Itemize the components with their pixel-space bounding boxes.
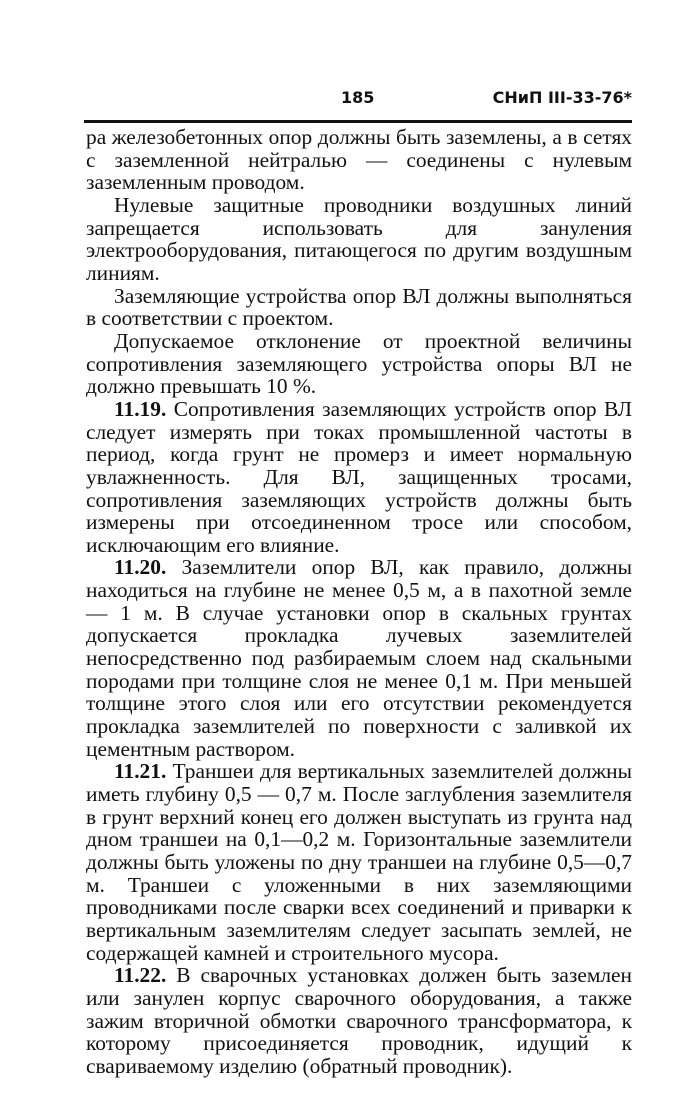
page-body	[86, 126, 632, 1078]
clause-number: 11.22.	[114, 963, 167, 988]
clause-11-20	[86, 556, 632, 760]
clause-text: Сопротивления заземляющих устройств опор ВЛ следует измерять при токах промышленной частоты в период, когда грунт не промерз и имеет нормальную увлажненность. Для ВЛ, защищенных тросами, сопротивления заземляющих устройств должны быть измерены при отсоединенном тросе или способом, исключающим его влияние.	[86, 396, 632, 557]
clause-number: 11.21.	[114, 759, 167, 784]
paragraph-zero-conductors: Нулевые защитные проводники воздушных линий запрещается использовать для зануления электрооборудования, питающегося по другим воздушным линиям.	[86, 192, 632, 285]
paragraph-allowed-deviation: Допускаемое отклонение от проектной величины сопротивления заземляющего устройства опоры ВЛ не должно превышать 10 %.	[86, 328, 632, 399]
header-rule	[84, 120, 632, 123]
clause-text: Траншеи для вертикальных заземлителей должны иметь глубину 0,5 — 0,7 м. После заглубления заземлителя в грунт верхний конец его должен выступать из грунта над дном траншеи на 0,1—0,2 м. Горизонтальные заземлители должны быть уложены по дну траншеи на глубине 0,5—0,7 м. Траншеи с уложенными в них заземляющими проводниками после сварки всех соединений и приварки к вертикальным заземлителям следует засыпать землей, не содержащей камней и строительного мусора.	[86, 759, 632, 965]
clause-number: 11.20.	[114, 555, 167, 580]
clause-11-21	[86, 760, 632, 964]
page-number: 185	[341, 88, 375, 107]
clause-number: 11.19.	[114, 396, 167, 421]
clause-text: В сварочных установках должен быть заземлен или занулен корпус сварочного оборудования, а также зажим вторичной обмотки сварочного трансформатора, к которому присоединяется проводник, идущий к свариваемому изделию (обратный проводник).	[86, 963, 632, 1078]
page-header	[86, 88, 632, 112]
paragraph-continuation: ра железобетонных опор должны быть заземлены, а в сетях с заземленной нейтралью — соединены с нулевым заземленным проводом.	[86, 125, 632, 195]
paragraph-grounding-devices: Заземляющие устройства опор ВЛ должны выполняться в соответствии с проектом.	[86, 283, 632, 331]
clause-text: Заземлители опор ВЛ, как правило, должны находиться на глубине не менее 0,5 м, а в пахотной земле — 1 м. В случае установки опор в скальных грунтах допускается прокладка лучевых заземлителей непосредственно под разбираемым слоем над скальными породами при толщине слоя не менее 0,1 м. При меньшей толщине этого слоя или его отсутствии рекомендуется прокладка заземлителей по поверхности с заливкой их цементным раствором.	[86, 555, 632, 761]
clause-11-22	[86, 964, 632, 1077]
clause-11-19	[86, 398, 632, 557]
document-code: СНиП III-33-76*	[492, 88, 632, 107]
